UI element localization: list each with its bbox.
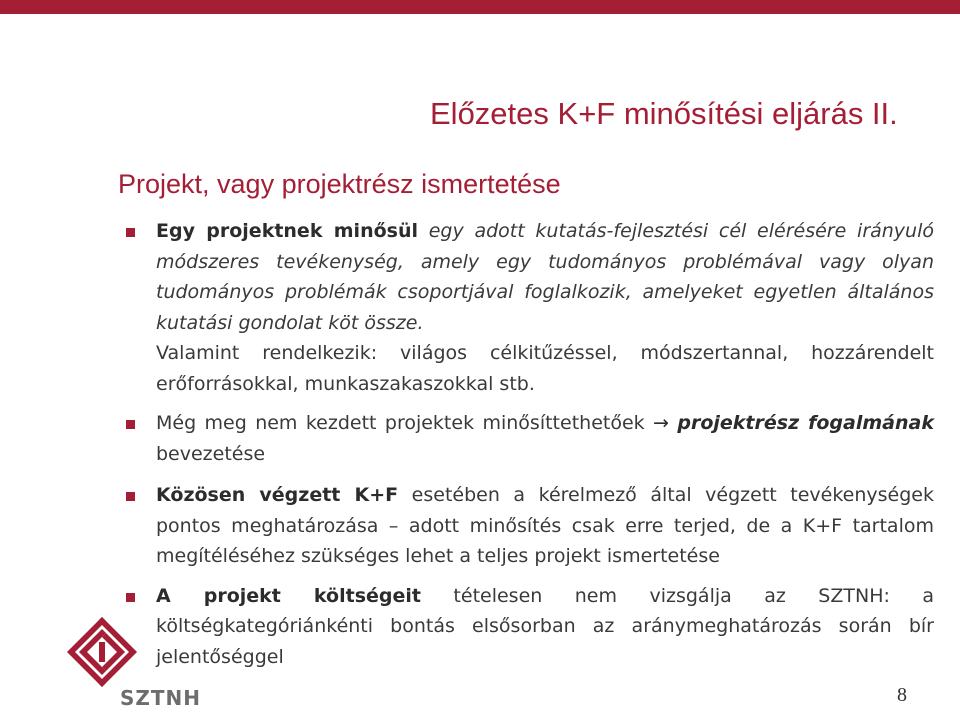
bullet-3-text: esetében a kérelmező által végzett tevékenységek pontos meghatározása – adott minősítés csak erre terjed, de a K+F tartalom megítéléséhez szükséges lehet a teljes projekt ismertetése — [156, 484, 934, 567]
page-number: 8 — [897, 684, 907, 706]
bullet-1-italic: egy adott kutatás-fejlesztési cél elérésére irányuló módszeres tevékenység, amely egy tudományos problémával vagy olyan tudományos problémák csoportjával foglalkozik, amelyeket egyetlen általános kutatási gondolat köt össze. — [156, 220, 934, 334]
bullet-3-bold: Közösen végzett K+F — [156, 484, 399, 506]
square-bullet-icon — [126, 492, 135, 501]
bullet-1-continuation: Valamint rendelkezik: világos célkitűzéssel, módszertannal, hozzárendelt erőforrásokkal, munkaszakaszokkal stb. — [156, 342, 934, 395]
square-bullet-icon — [126, 593, 135, 602]
bullet-4-text: tételesen nem vizsgálja az SZTNH: a költségkategóriánkénti bontás elsősorban az aránymeghatározás során bír jelentőséggel — [156, 584, 934, 668]
top-accent-bar — [0, 0, 960, 14]
bullet-list — [122, 216, 934, 672]
bullet-2-emphasis: projektrész fogalmának — [677, 412, 934, 434]
logo-text: SZTNH — [120, 686, 202, 710]
square-bullet-icon — [126, 228, 135, 237]
bullet-item-joint-rd — [122, 480, 934, 572]
slide-subtitle: Projekt, vagy projektrész ismertetése — [118, 169, 561, 199]
bullet-1-bold: Egy projektnek minősül — [156, 220, 418, 242]
bullet-4-bold: A projekt költségeit — [156, 584, 421, 607]
bullet-2-tail: bevezetése — [156, 442, 266, 465]
bullet-item-project-definition — [122, 216, 934, 399]
bullet-item-subproject — [122, 408, 934, 469]
square-bullet-icon — [126, 420, 135, 429]
bullet-item-costs — [122, 581, 934, 673]
slide-title: Előzetes K+F minősítési eljárás II. — [430, 96, 898, 131]
bullet-2-lead: Még meg nem kezdett projektek minősíttethetőek — [156, 412, 654, 434]
arrow-right-icon: → — [653, 412, 669, 434]
